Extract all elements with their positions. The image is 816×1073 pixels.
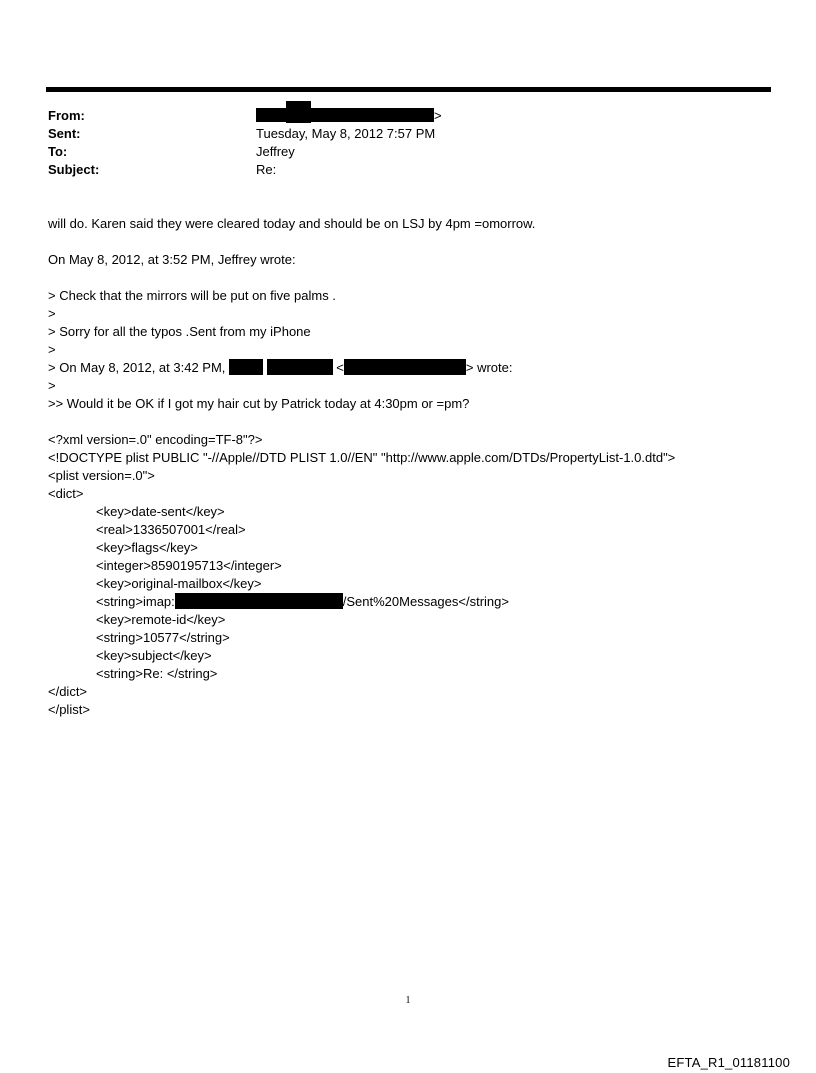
plist-line: <key>original-mailbox</key> <box>96 576 262 591</box>
quote-line <box>48 359 512 377</box>
plist-line: <string>10577</string> <box>96 630 230 645</box>
plist-line: <string>Re: </string> <box>96 666 218 681</box>
plist-string-suffix: /Sent%20Messages</string> <box>342 594 509 609</box>
plist-line: <key>flags</key> <box>96 540 198 555</box>
plist-string-prefix: <string>imap: <box>96 594 175 609</box>
plist-line: <key>date-sent</key> <box>96 504 225 519</box>
sent-value: Tuesday, May 8, 2012 7:57 PM <box>256 126 436 141</box>
from-suffix: > <box>434 108 442 123</box>
redaction-block <box>267 359 333 375</box>
to-label: To: <box>48 144 68 159</box>
plist-line: <integer>8590195713</integer> <box>96 558 282 573</box>
plist-line <box>96 593 509 611</box>
quote-suffix: > wrote: <box>465 360 513 375</box>
page-number: 1 <box>405 995 411 1006</box>
subject-label: Subject: <box>48 162 100 177</box>
quote-prefix: > On May 8, 2012, at 3:42 PM, <box>48 360 226 375</box>
redaction-block <box>256 108 286 122</box>
from-value <box>256 107 442 125</box>
quote-line: > <box>48 342 56 357</box>
reply-text: will do. Karen said they were cleared today and should be on LSJ by 4pm =omorrow. <box>48 216 536 231</box>
subject-value: Re: <box>256 162 277 177</box>
plist-line: <dict> <box>48 486 84 501</box>
plist-line: <real>1336507001</real> <box>96 522 246 537</box>
quote-line: > Sorry for all the typos .Sent from my iPhone <box>48 324 311 339</box>
quote-line: > <box>48 306 56 321</box>
from-label: From: <box>48 108 85 123</box>
header-rule <box>46 87 771 92</box>
quote-intro: On May 8, 2012, at 3:52 PM, Jeffrey wrote: <box>48 252 296 267</box>
quote-line: > <box>48 378 56 393</box>
to-value: Jeffrey <box>256 144 295 159</box>
plist-line: </plist> <box>48 702 90 717</box>
redaction-block <box>229 359 263 375</box>
plist-line: <?xml version=.0" encoding=TF-8"?> <box>48 432 263 447</box>
quote-line: > Check that the mirrors will be put on five palms . <box>48 288 336 303</box>
plist-line: <!DOCTYPE plist PUBLIC "-//Apple//DTD PLIST 1.0//EN" "http://www.apple.com/DTDs/PropertyList-1.0.dtd"> <box>48 450 676 465</box>
bates-number: EFTA_R1_01181100 <box>667 1055 790 1070</box>
redaction-block <box>311 108 434 122</box>
redaction-block <box>286 101 311 123</box>
sent-label: Sent: <box>48 126 81 141</box>
quote-lt: < <box>336 360 344 375</box>
plist-line: <plist version=.0"> <box>48 468 155 483</box>
redaction-block <box>175 593 343 609</box>
plist-line: <key>subject</key> <box>96 648 212 663</box>
redaction-block <box>344 359 466 375</box>
plist-line: <key>remote-id</key> <box>96 612 226 627</box>
quote-line: >> Would it be OK if I got my hair cut by Patrick today at 4:30pm or =pm? <box>48 396 470 411</box>
plist-line: </dict> <box>48 684 88 699</box>
